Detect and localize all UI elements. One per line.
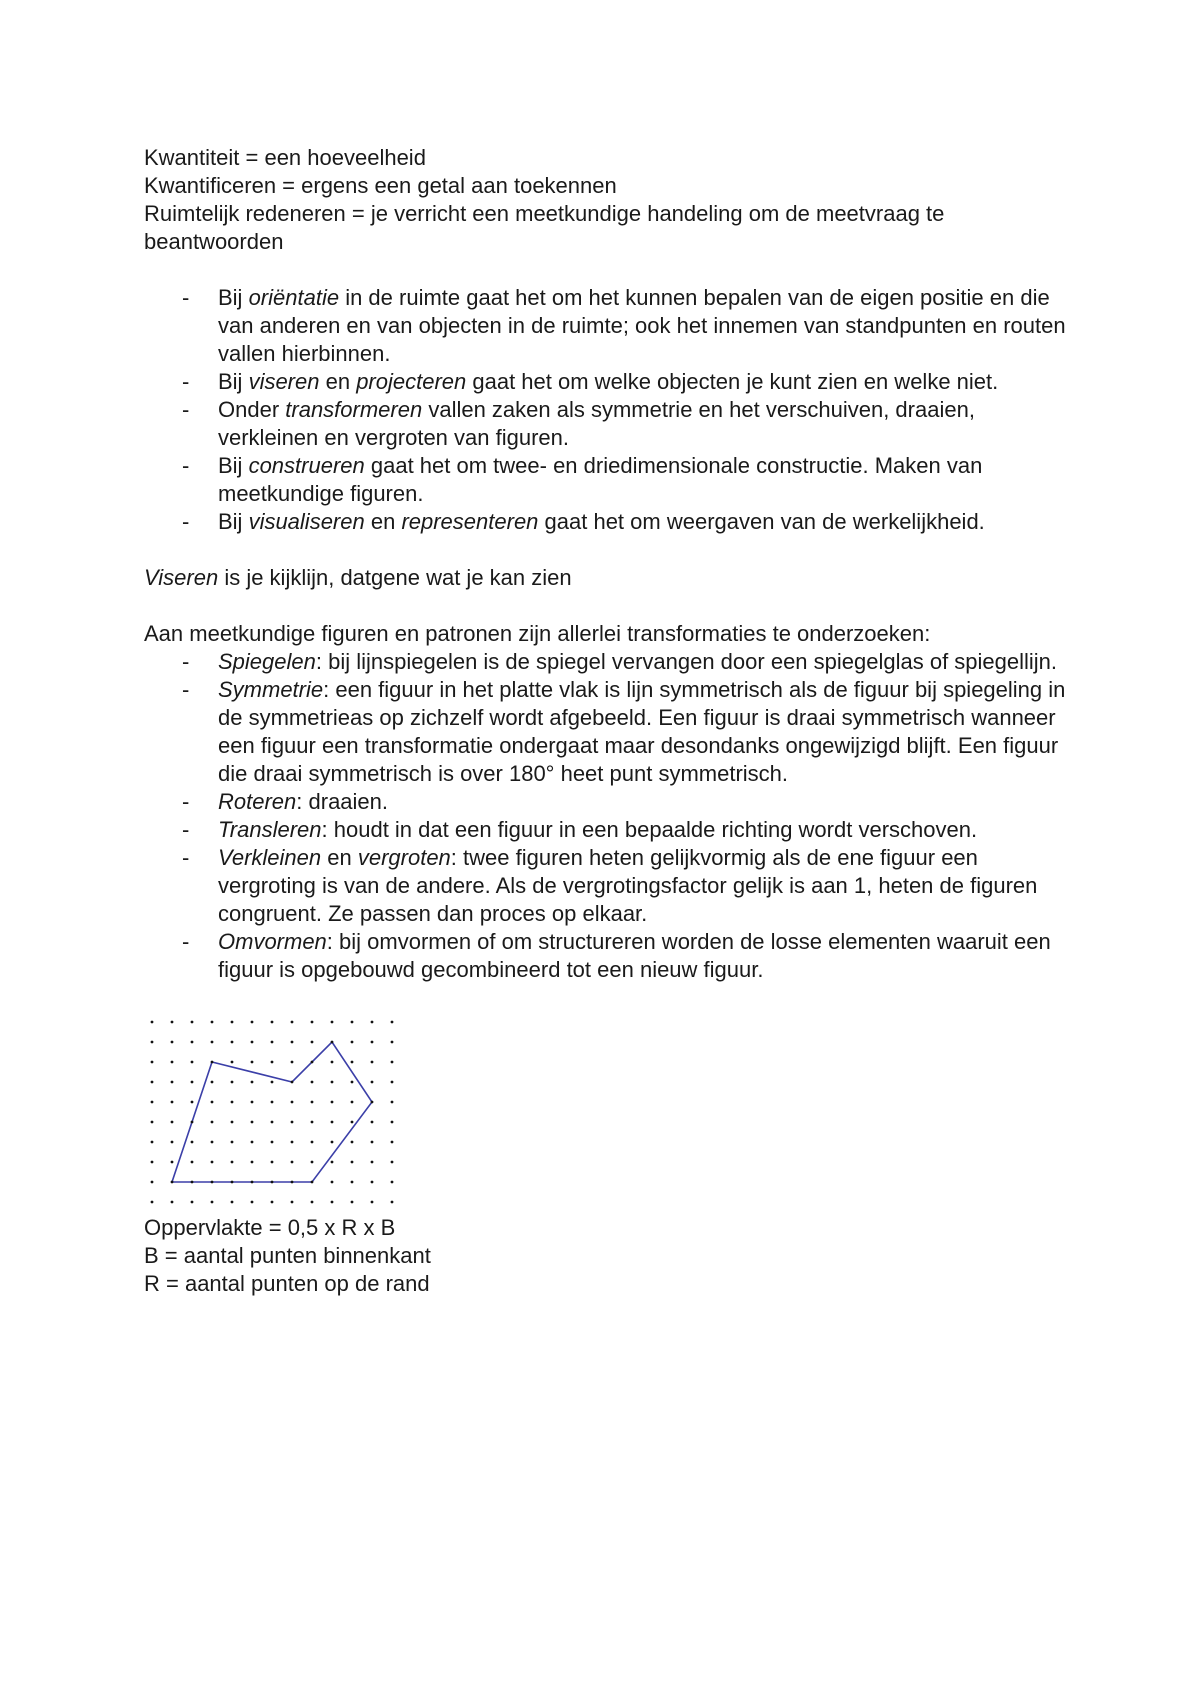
grid-dot	[151, 1161, 154, 1164]
grid-dot	[351, 1101, 354, 1104]
grid-dot	[371, 1061, 374, 1064]
grid-dot	[391, 1141, 394, 1144]
grid-dot	[271, 1061, 274, 1064]
grid-dot	[251, 1121, 254, 1124]
grid-dot	[211, 1021, 214, 1024]
definition-kwantificeren: Kwantificeren = ergens een getal aan toekennen	[144, 173, 617, 198]
grid-dot	[391, 1081, 394, 1084]
grid-dot	[331, 1061, 334, 1064]
list-item: - Omvormen: bij omvormen of om structureren worden de losse elementen waaruit een figuur is opgebouwd gecombineerd tot een nieuw figuur.	[182, 929, 1051, 982]
list-item: - Symmetrie: een figuur in het platte vlak is lijn symmetrisch als de figuur bij spiegeling in de symmetrieas op zichzelf wordt afgebeeld. Een figuur is draai symmetrisch wanneer een figuur een transformatie ondergaat maar desondanks ongewijzigd blijft. Een figuur die draai symmetrisch is over 180° heet punt symmetrisch.	[182, 677, 1066, 786]
grid-dot	[251, 1081, 254, 1084]
dash-bullet: -	[182, 397, 190, 422]
dash-bullet: -	[182, 649, 190, 674]
grid-dot	[391, 1181, 394, 1184]
grid-dot	[371, 1201, 374, 1204]
grid-dot	[191, 1161, 194, 1164]
list-item: - Bij viseren en projecteren gaat het om welke objecten je kunt zien en welke niet.	[182, 369, 999, 394]
grid-dot	[151, 1141, 154, 1144]
grid-dot	[231, 1081, 234, 1084]
document-body	[144, 144, 1074, 1298]
grid-dot	[331, 1041, 334, 1044]
grid-dot	[371, 1181, 374, 1184]
list-item: - Transleren: houdt in dat een figuur in een bepaalde richting wordt verschoven.	[182, 817, 978, 842]
grid-dot	[271, 1081, 274, 1084]
dash-bullet: -	[182, 845, 190, 870]
grid-dot	[151, 1181, 154, 1184]
grid-dot	[211, 1061, 214, 1064]
formula-r-definition: R = aantal punten op de rand	[144, 1271, 430, 1296]
definition-kwantiteit: Kwantiteit = een hoeveelheid	[144, 145, 426, 170]
grid-dot	[291, 1121, 294, 1124]
grid-dot	[191, 1021, 194, 1024]
grid-dot	[251, 1061, 254, 1064]
grid-dot	[371, 1121, 374, 1124]
viseren-definition: Viseren is je kijklijn, datgene wat je kan zien	[144, 565, 572, 590]
grid-dot	[291, 1181, 294, 1184]
grid-dot	[391, 1121, 394, 1124]
grid-dot	[231, 1041, 234, 1044]
grid-dot	[331, 1141, 334, 1144]
grid-dot	[291, 1021, 294, 1024]
grid-dot	[291, 1061, 294, 1064]
dot-grid-figure	[144, 1014, 404, 1210]
grid-dot	[171, 1041, 174, 1044]
grid-dot	[271, 1041, 274, 1044]
grid-dot	[291, 1101, 294, 1104]
grid-dot	[251, 1181, 254, 1184]
grid-dot	[171, 1181, 174, 1184]
grid-dot	[331, 1121, 334, 1124]
grid-dot	[151, 1041, 154, 1044]
grid-dot	[311, 1141, 314, 1144]
grid-dot	[331, 1021, 334, 1024]
grid-dot	[231, 1121, 234, 1124]
grid-dot	[151, 1201, 154, 1204]
grid-dot	[231, 1021, 234, 1024]
grid-dot	[191, 1121, 194, 1124]
grid-dot	[231, 1201, 234, 1204]
spatial-reasoning-list	[144, 284, 1074, 536]
grid-dot	[171, 1081, 174, 1084]
grid-dot	[311, 1081, 314, 1084]
grid-dot	[371, 1161, 374, 1164]
grid-dot	[371, 1081, 374, 1084]
definition-ruimtelijk-redeneren: Ruimtelijk redeneren = je verricht een meetkundige handeling om de meetvraag te beantwoorden	[144, 201, 945, 254]
dash-bullet: -	[182, 789, 190, 814]
grid-dot	[391, 1021, 394, 1024]
grid-dot	[271, 1181, 274, 1184]
list-item: - Bij construeren gaat het om twee- en driedimensionale constructie. Maken van meetkundige figuren.	[182, 453, 983, 506]
grid-dot	[191, 1201, 194, 1204]
grid-dot	[171, 1201, 174, 1204]
dash-bullet: -	[182, 453, 190, 478]
list-item: - Onder transformeren vallen zaken als symmetrie en het verschuiven, draaien, verkleinen en vergroten van figuren.	[182, 397, 975, 450]
grid-dot	[291, 1161, 294, 1164]
grid-dot	[231, 1181, 234, 1184]
grid-dot	[151, 1101, 154, 1104]
grid-dot	[311, 1101, 314, 1104]
grid-dot	[171, 1121, 174, 1124]
grid-dot	[311, 1201, 314, 1204]
grid-dot	[251, 1161, 254, 1164]
grid-dot	[251, 1141, 254, 1144]
grid-dot	[371, 1101, 374, 1104]
grid-dot	[311, 1121, 314, 1124]
grid-dot	[351, 1061, 354, 1064]
grid-dot	[331, 1201, 334, 1204]
grid-dot	[231, 1101, 234, 1104]
grid-dot	[211, 1041, 214, 1044]
grid-dot	[211, 1101, 214, 1104]
grid-dot	[391, 1041, 394, 1044]
grid-dot	[211, 1121, 214, 1124]
grid-dot	[351, 1181, 354, 1184]
grid-dot	[291, 1081, 294, 1084]
grid-dot	[231, 1141, 234, 1144]
grid-dot	[351, 1161, 354, 1164]
transformations-list	[144, 648, 1074, 984]
grid-dot	[151, 1021, 154, 1024]
grid-dot	[191, 1101, 194, 1104]
dot-grid-svg	[144, 1014, 404, 1210]
grid-dot	[251, 1101, 254, 1104]
grid-dot	[391, 1161, 394, 1164]
list-item: - Bij visualiseren en representeren gaat het om weergaven van de werkelijkheid.	[182, 509, 985, 534]
dash-bullet: -	[182, 677, 190, 702]
grid-dot	[351, 1141, 354, 1144]
grid-dot	[231, 1061, 234, 1064]
dash-bullet: -	[182, 285, 190, 310]
list-item: - Spiegelen: bij lijnspiegelen is de spiegel vervangen door een spiegelglas of spiegellijn.	[182, 649, 1058, 674]
grid-dot	[211, 1141, 214, 1144]
grid-dot	[211, 1201, 214, 1204]
grid-dot	[371, 1041, 374, 1044]
grid-dot	[251, 1201, 254, 1204]
grid-dot	[211, 1181, 214, 1184]
grid-dot	[211, 1081, 214, 1084]
grid-dot	[291, 1201, 294, 1204]
grid-dot	[271, 1201, 274, 1204]
grid-dot	[331, 1101, 334, 1104]
grid-dot	[171, 1061, 174, 1064]
grid-dot	[191, 1041, 194, 1044]
grid-dot	[351, 1021, 354, 1024]
grid-dot	[271, 1021, 274, 1024]
grid-dot	[151, 1121, 154, 1124]
grid-dot	[391, 1201, 394, 1204]
grid-dot	[331, 1181, 334, 1184]
grid-dot	[351, 1081, 354, 1084]
dash-bullet: -	[182, 929, 190, 954]
grid-dot	[211, 1161, 214, 1164]
area-formula	[144, 1214, 1074, 1298]
grid-dot	[371, 1141, 374, 1144]
dash-bullet: -	[182, 509, 190, 534]
grid-dot	[191, 1141, 194, 1144]
list-item: - Verkleinen en vergroten: twee figuren heten gelijkvormig als de ene figuur een vergroting is van de andere. Als de vergrotingsfactor gelijk is aan 1, heten de figuren congruent. Ze passen dan proces op elkaar.	[182, 845, 1038, 926]
grid-dot	[311, 1161, 314, 1164]
grid-dot	[311, 1181, 314, 1184]
dash-bullet: -	[182, 817, 190, 842]
grid-dot	[151, 1061, 154, 1064]
grid-dot	[271, 1101, 274, 1104]
grid-dot	[171, 1141, 174, 1144]
grid-dot	[171, 1021, 174, 1024]
grid-dot	[271, 1121, 274, 1124]
grid-dot	[311, 1041, 314, 1044]
grid-dot	[331, 1161, 334, 1164]
list-item: - Bij oriëntatie in de ruimte gaat het om het kunnen bepalen van de eigen positie en die van anderen en van objecten in de ruimte; ook het innemen van standpunten en routen vallen hierbinnen.	[182, 285, 1066, 366]
grid-dot	[311, 1061, 314, 1064]
grid-dot	[351, 1041, 354, 1044]
grid-dot	[171, 1101, 174, 1104]
grid-dot	[351, 1121, 354, 1124]
grid-dot	[151, 1081, 154, 1084]
grid-dot	[191, 1181, 194, 1184]
grid-dot	[291, 1141, 294, 1144]
grid-dot	[311, 1021, 314, 1024]
grid-dot	[371, 1021, 374, 1024]
grid-dot	[251, 1041, 254, 1044]
list-item: - Roteren: draaien.	[182, 789, 389, 814]
grid-dot	[391, 1101, 394, 1104]
grid-dot	[191, 1081, 194, 1084]
formula-oppervlakte: Oppervlakte = 0,5 x R x B	[144, 1215, 396, 1240]
transformations-intro: Aan meetkundige figuren en patronen zijn allerlei transformaties te onderzoeken:	[144, 621, 931, 646]
grid-dot	[171, 1161, 174, 1164]
grid-dot	[331, 1081, 334, 1084]
grid-dot	[351, 1201, 354, 1204]
grid-dot	[391, 1061, 394, 1064]
grid-dot	[271, 1161, 274, 1164]
grid-dot	[291, 1041, 294, 1044]
grid-dot	[231, 1161, 234, 1164]
grid-dot	[191, 1061, 194, 1064]
grid-dot	[251, 1021, 254, 1024]
dash-bullet: -	[182, 369, 190, 394]
formula-b-definition: B = aantal punten binnenkant	[144, 1243, 431, 1268]
grid-dot	[271, 1141, 274, 1144]
